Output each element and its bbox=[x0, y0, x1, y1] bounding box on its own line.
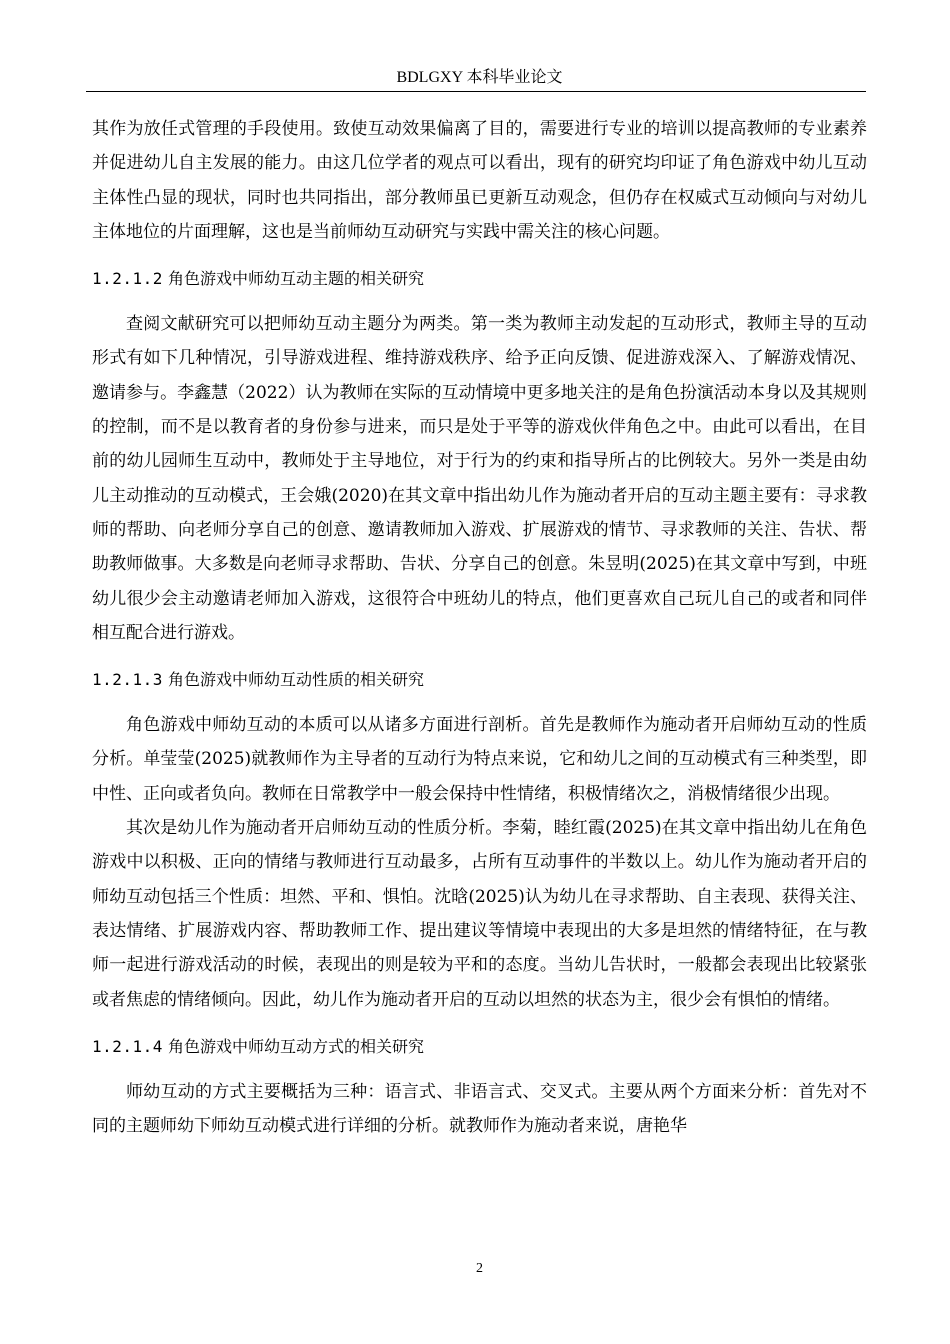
header-divider bbox=[86, 91, 866, 92]
paragraph: 其次是幼儿作为施动者开启师幼互动的性质分析。李菊，睦红霞(2025)在其文章中指出幼儿在角色游戏中以积极、正向的情绪与教师进行互动最多，占所有互动事件的半数以上。幼儿作为施动者开启的师幼互动包括三个性质：坦然、平和、惧怕。沈晗(2025)认为幼儿在寻求帮助、自主表现、获得关注、表达情绪、扩展游戏内容、帮助教师工作、提出建议等情境中表现出的大多是坦然的情绪特征，在与教师一起进行游戏活动的时候，表现出的则是较为平和的态度。当幼儿告状时，一般都会表现出比较紧张或者焦虑的情绪倾向。因此，幼儿作为施动者开启的互动以坦然的状态为主，很少会有惧怕的情绪。 bbox=[92, 818, 867, 1010]
section-title: 角色游戏中师幼互动方式的相关研究 bbox=[168, 1036, 425, 1056]
section-title: 角色游戏中师幼互动主题的相关研究 bbox=[168, 269, 425, 289]
page-number: 2 bbox=[476, 1261, 483, 1276]
section-number: 1.2.1.2 bbox=[92, 269, 163, 289]
section-title: 角色游戏中师幼互动性质的相关研究 bbox=[168, 670, 425, 690]
section-number: 1.2.1.4 bbox=[92, 1036, 163, 1056]
paragraph: 师幼互动的方式主要概括为三种：语言式、非语言式、交叉式。主要从两个方面来分析：首先对不同的主题师幼下师幼互动模式进行详细的分析。就教师作为施动者来说，唐艳华 bbox=[92, 1081, 867, 1137]
section-number: 1.2.1.3 bbox=[92, 670, 163, 690]
section-heading bbox=[92, 262, 867, 296]
page-header bbox=[92, 68, 867, 88]
document-body bbox=[92, 112, 867, 1143]
paragraph: 其作为放任式管理的手段使用。致使互动效果偏离了目的，需要进行专业的培训以提高教师的专业素养并促进幼儿自主发展的能力。由这几位学者的观点可以看出，现有的研究均印证了角色游戏中幼儿互动主体性凸显的现状，同时也共同指出，部分教师虽已更新互动观念，但仍存在权威式互动倾向与对幼儿主体地位的片面理解，这也是当前师幼互动研究与实践中需关注的核心问题。 bbox=[92, 119, 867, 242]
header-title: BDLGXY 本科毕业论文 bbox=[396, 69, 563, 86]
section-heading bbox=[92, 1030, 867, 1064]
section-heading bbox=[92, 663, 867, 697]
paragraph: 查阅文献研究可以把师幼互动主题分为两类。第一类为教师主动发起的互动形式，教师主导的互动形式有如下几种情况，引导游戏进程、维持游戏秩序、给予正向反馈、促进游戏深入、了解游戏情况、邀请参与。李鑫慧（2022）认为教师在实际的互动情境中更多地关注的是角色扮演活动本身以及其规则的控制，而不是以教育者的身份参与进来，而只是处于平等的游戏伙伴角色之中。由此可以看出，在目前的幼儿园师生互动中，教师处于主导地位，对于行为的约束和指导所占的比例较大。另外一类是由幼儿主动推动的互动模式，王会娥(2020)在其文章中指出幼儿作为施动者开启的互动主题主要有：寻求教师的帮助、向老师分享自己的创意、邀请教师加入游戏、扩展游戏的情节、寻求教师的关注、告状、帮助教师做事。大多数是向老师寻求帮助、告状、分享自己的创意。朱昱明(2025)在其文章中写到，中班幼儿很少会主动邀请老师加入游戏，这很符合中班幼儿的特点，他们更喜欢自己玩儿自己的或者和同伴相互配合进行游戏。 bbox=[92, 314, 867, 643]
paragraph: 角色游戏中师幼互动的本质可以从诸多方面进行剖析。首先是教师作为施动者开启师幼互动的性质分析。单莹莹(2025)就教师作为主导者的互动行为特点来说，它和幼儿之间的互动模式有三种类型，即中性、正向或者负向。教师在日常教学中一般会保持中性情绪，积极情绪次之，消极情绪很少出现。 bbox=[92, 715, 867, 804]
